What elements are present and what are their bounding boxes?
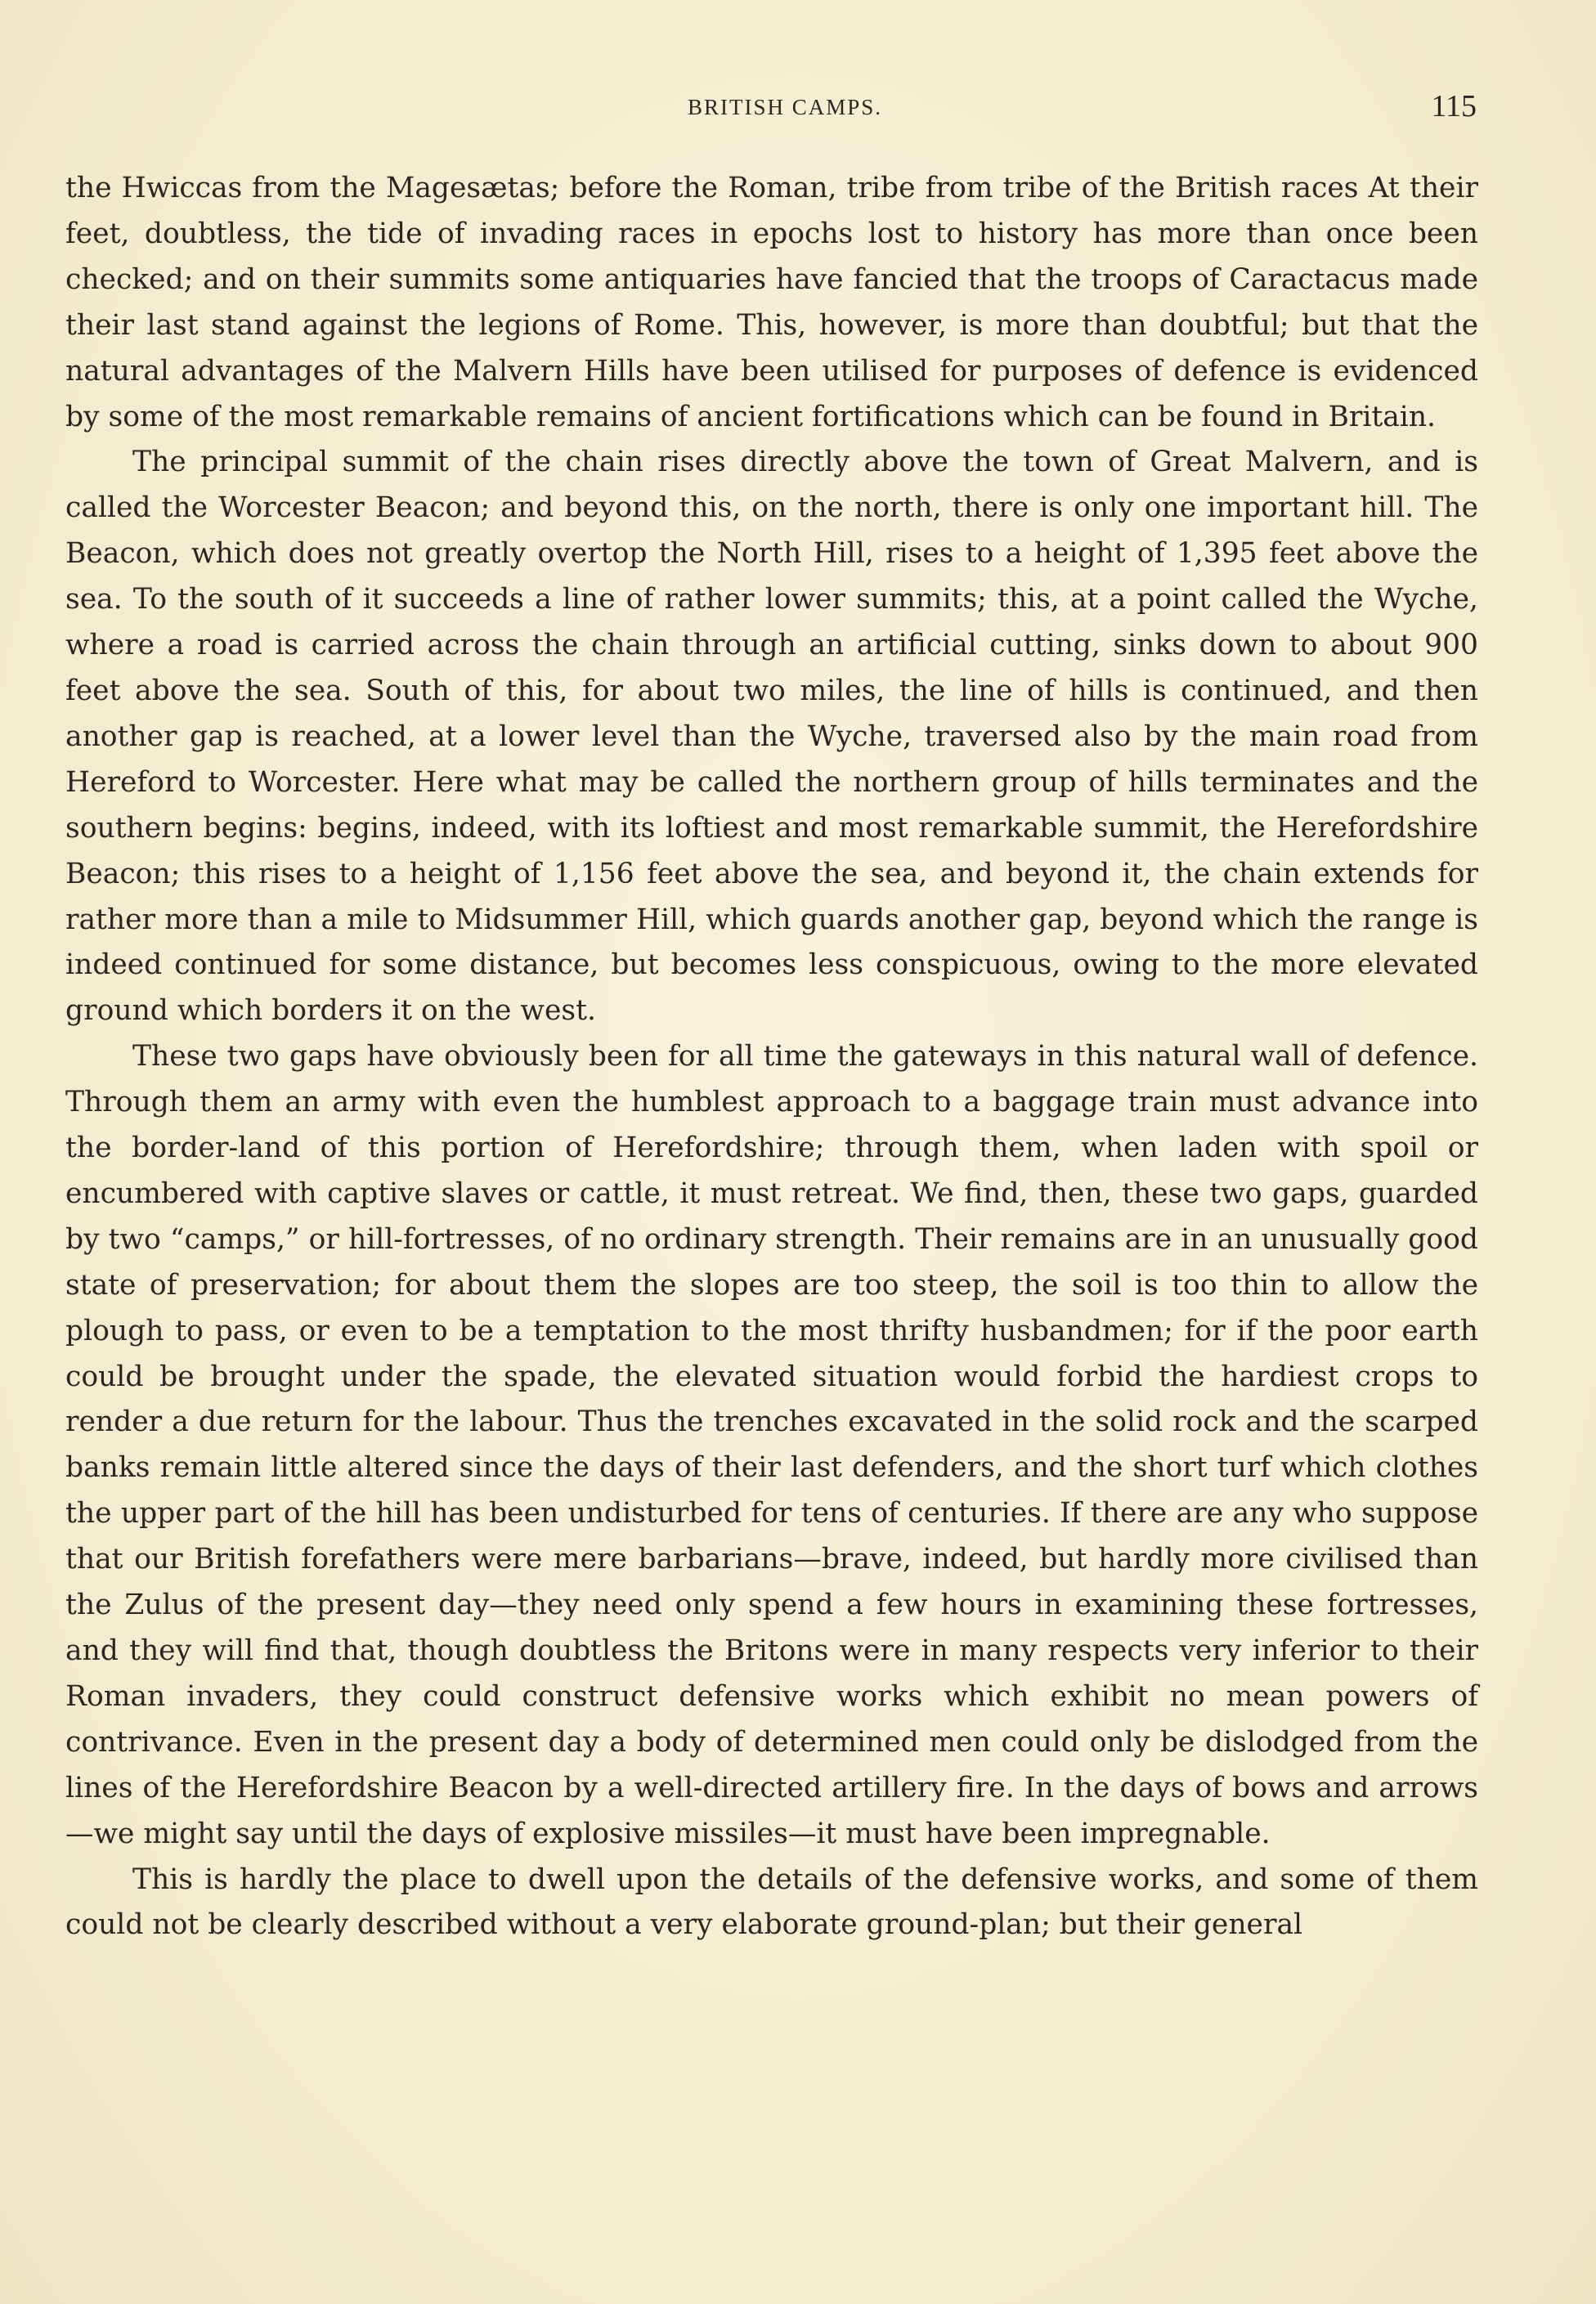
running-title: BRITISH CAMPS. xyxy=(687,95,883,119)
paragraph-3: These two gaps have obviously been for all time the gateways in this natural wall of defence. Through them an army with even the humblest approach to a baggage train must advance into the border-land of this portion of Herefordshire; through them, when laden with spoil or encumbered with captive slaves or cattle, it must retreat. We find, then, these two gaps, guarded by two “camps,” or hill-fortresses, of no ordinary strength. Their remains are in an unusually good state of preservation; for about them the slopes are too steep, the soil is too thin to allow the plough to pass, or even to be a temptation to the most thrifty husbandmen; for if the poor earth could be brought under the spade, the elevated situation would forbid the hardiest crops to render a due return for the labour. Thus the trenches excavated in the solid rock and the scarped banks remain little altered since the days of their last defenders, and the short turf which clothes the upper part of the hill has been undisturbed for tens of centuries. If there are any who suppose that our British forefathers were mere barbarians—brave, indeed, but hardly more civilised than the Zulus of the present day—they need only spend a few hours in examining these fortresses, and they will find that, though doubtless the Britons were in many respects very inferior to their Roman invaders, they could construct defensive works which exhibit no mean powers of contrivance. Even in the present day a body of determined men could only be dislodged from the lines of the Herefordshire Beacon by a well-directed artillery fire. In the days of bows and arrows—we might say until the days of explosive missiles—it must have been impregnable. xyxy=(65,1040,1478,1850)
page-number: 115 xyxy=(1431,89,1477,123)
running-head xyxy=(0,88,1596,129)
body-text xyxy=(65,166,1478,1948)
paragraph-1: the Hwiccas from the Magesætas; before the Roman, tribe from tribe of the British races At their feet, doubtless, the tide of invading races in epochs lost to history has more than once been checked; and on their summits some antiquaries have fancied that the troops of Caractacus made their last stand against the legions of Rome. This, however, is more than doubtful; but that the natural advantages of the Malvern Hills have been utilised for purposes of defence is evidenced by some of the most remarkable remains of ancient fortifications which can be found in Britain. xyxy=(65,172,1478,433)
paragraph-4: This is hardly the place to dwell upon the details of the defensive works, and some of them could not be clearly described without a very elaborate ground-plan; but their general xyxy=(65,1862,1478,1942)
paragraph-2: The principal summit of the chain rises directly above the town of Great Malvern, and is called the Worcester Beacon; and beyond this, on the north, there is only one important hill. The Beacon, which does not greatly overtop the North Hill, rises to a height of 1,395 feet above the sea. To the south of it succeeds a line of rather lower summits; this, at a point called the Wyche, where a road is carried across the chain through an artificial cutting, sinks down to about 900 feet above the sea. South of this, for about two miles, the line of hills is continued, and then another gap is reached, at a lower level than the Wyche, traversed also by the main road from Hereford to Worcester. Here what may be called the northern group of hills terminates and the southern begins: begins, indeed, with its loftiest and most remarkable summit, the Herefordshire Beacon; this rises to a height of 1,156 feet above the sea, and beyond it, the chain extends for rather more than a mile to Midsummer Hill, which guards another gap, beyond which the range is indeed continued for some distance, but becomes less conspicuous, owing to the more elevated ground which borders it on the west. xyxy=(65,446,1478,1028)
